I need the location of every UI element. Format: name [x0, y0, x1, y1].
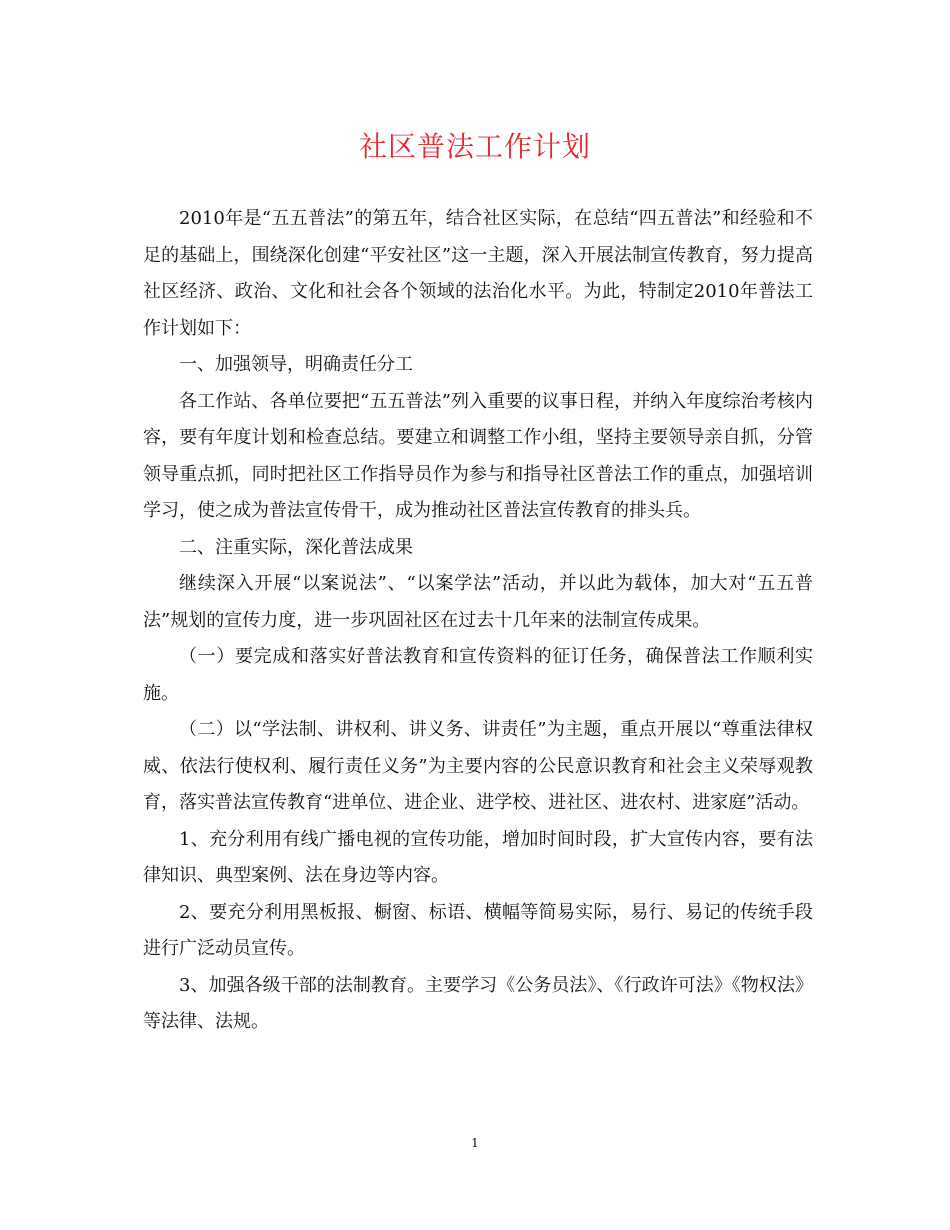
document-body: [143, 201, 813, 1041]
paragraph-sub-2: （二）以“学法制、讲权利、讲义务、讲责任”为主题，重点开展以“尊重法律权威、依法行使权利、履行责任义务”为主要内容的公民意识教育和社会主义荣辱观教育，落实普法宣传教育“进单位、进企业、进学校、进社区、进农村、进家庭”活动。: [143, 719, 813, 813]
section-heading-1: 一、加强领导，明确责任分工: [179, 354, 413, 375]
page-number: 1: [471, 1136, 479, 1150]
section-heading-2: 二、注重实际，深化普法成果: [179, 536, 413, 558]
document-title: 社区普法工作计划: [358, 130, 591, 163]
paragraph-intro: 2010年是“五五普法”的第五年，结合社区实际，在总结“四五普法”和经验和不足的基础上，围绕深化创建“平安社区”这一主题，深入开展法制宣传教育，努力提高社区经济、政治、文化和社会各个领域的法治化水平。为此，特制定2010年普法工作计划如下：: [143, 208, 813, 339]
paragraph-section-2: 继续深入开展“以案说法”、“以案学法”活动，并以此为载体，加大对“五五普法”规划的宣传力度，进一步巩固社区在过去十几年来的法制宣传成果。: [143, 573, 813, 631]
paragraph-item-3: 3、加强各级干部的法制教育。主要学习《公务员法》、《行政许可法》《物权法》等法律、法规。: [143, 974, 813, 1032]
paragraph-item-1: 1、充分利用有线广播电视的宣传功能，增加时间时段，扩大宣传内容，要有法律知识、典型案例、法在身边等内容。: [143, 828, 813, 886]
paragraph-item-2: 2、要充分利用黑板报、橱窗、标语、横幅等简易实际，易行、易记的传统手段进行广泛动员宣传。: [143, 901, 813, 959]
paragraph-sub-1: （一）要完成和落实好普法教育和宣传资料的征订任务，确保普法工作顺利实施。: [143, 646, 813, 704]
paragraph-section-1: 各工作站、各单位要把“五五普法”列入重要的议事日程，并纳入年度综治考核内容，要有年度计划和检查总结。要建立和调整工作小组，坚持主要领导亲自抓，分管领导重点抓，同时把社区工作指导员作为参与和指导社区普法工作的重点，加强培训学习，使之成为普法宣传骨干，成为推动社区普法宣传教育的排头兵。: [143, 390, 813, 521]
